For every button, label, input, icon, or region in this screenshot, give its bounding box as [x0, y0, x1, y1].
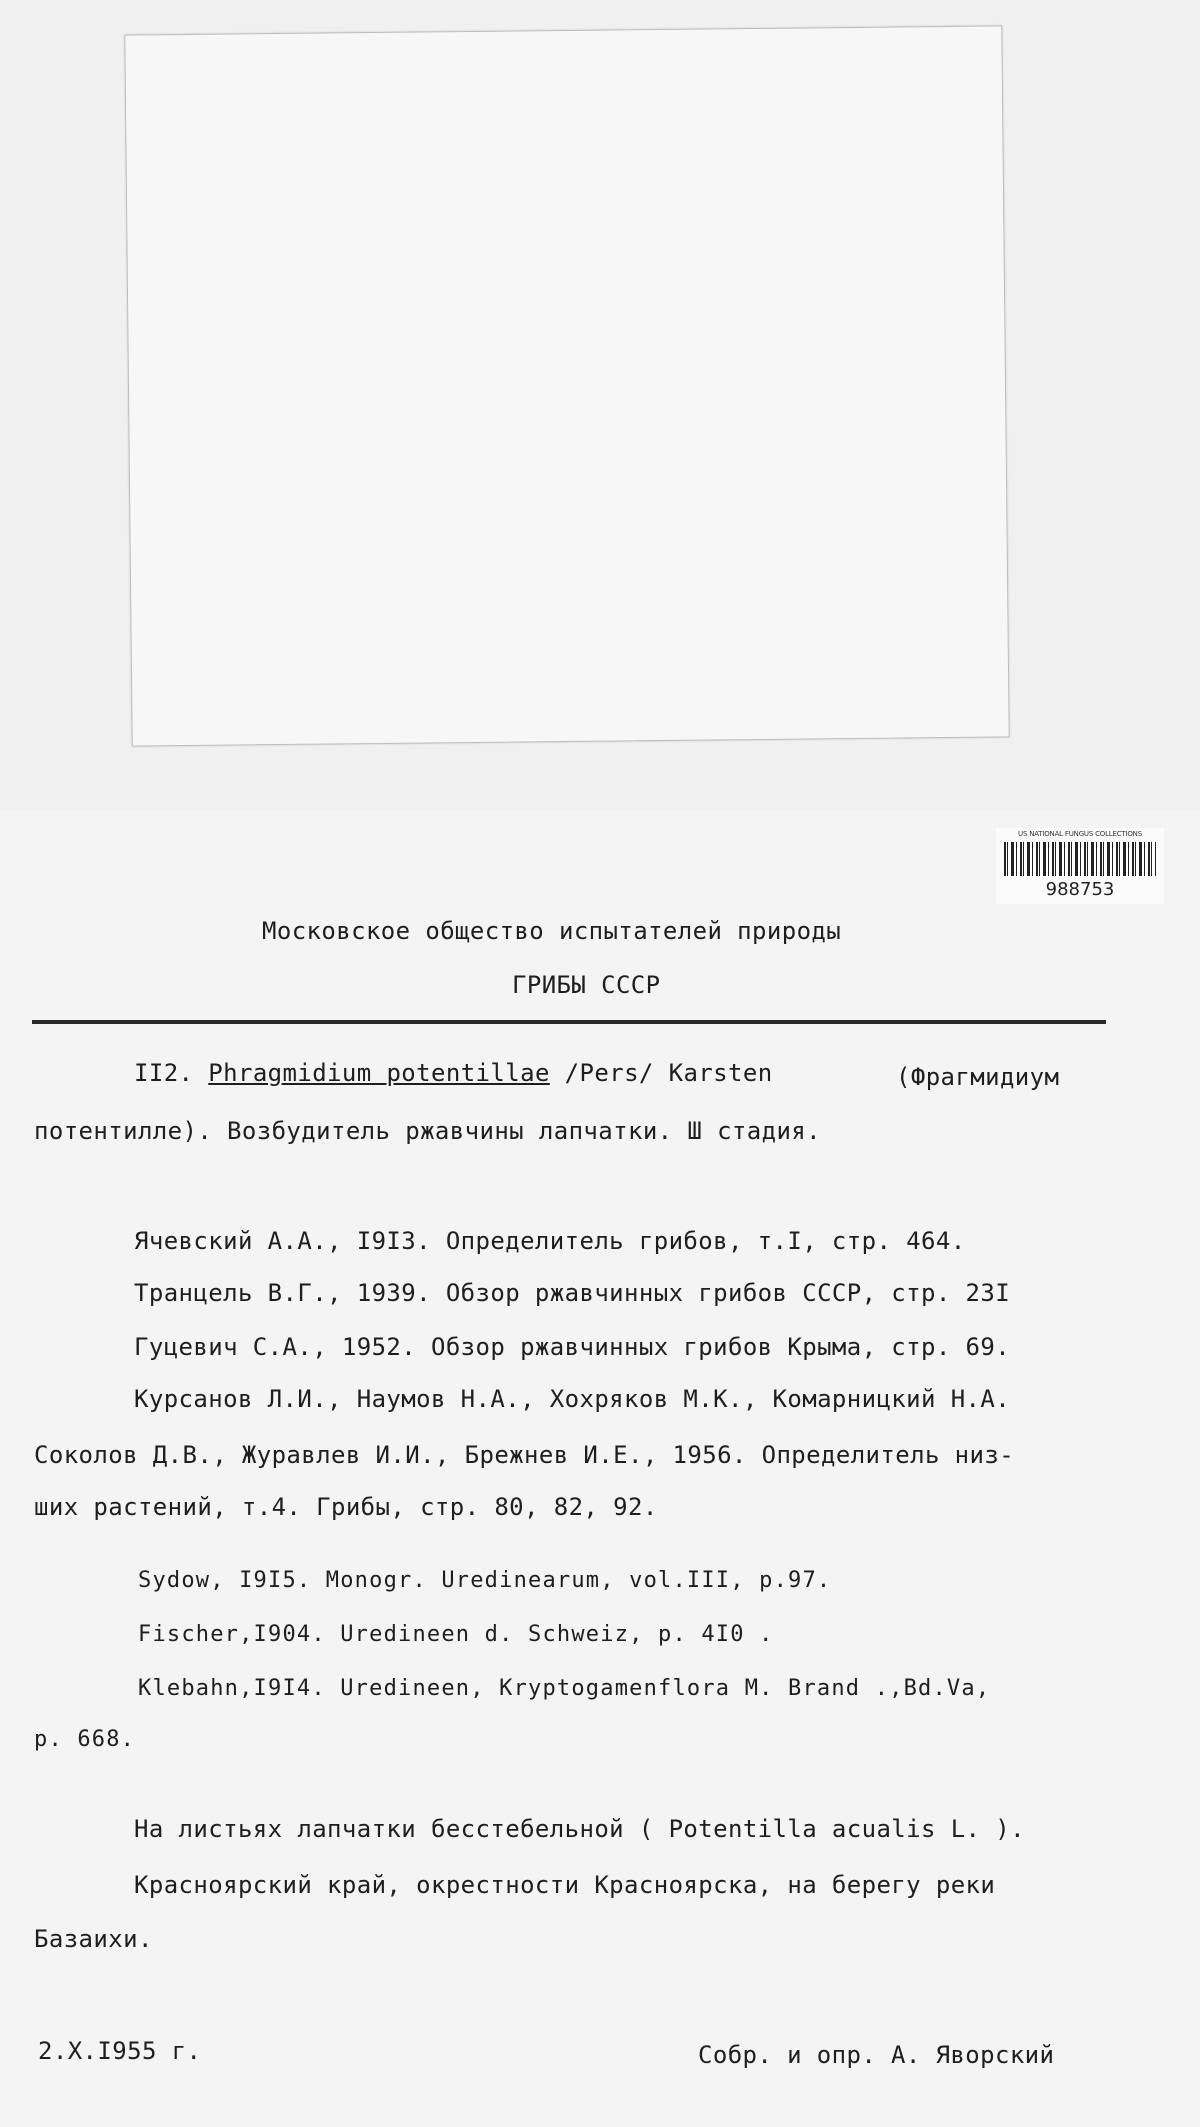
series-heading: ГРИБЫ СССР	[512, 971, 661, 999]
reference-ru-3: Гуцевич С.А., 1952. Обзор ржавчинных грибов Крыма, стр. 69.	[134, 1333, 1011, 1361]
entry-line-2: потентилле). Возбудитель ржавчины лапчатки. Ш стадия.	[34, 1117, 822, 1145]
reference-lat-2: Fischer,I904. Uredineen d. Schweiz, p. 4I0 .	[138, 1622, 774, 1647]
specimen-envelope-area	[0, 0, 1200, 810]
reference-lat-1: Sydow, I9I5. Monogr. Uredinearum, vol.III, p.97.	[138, 1568, 832, 1593]
species-author: /Pers/ Karsten	[564, 1059, 773, 1087]
collector: Собр. и опр. А. Яворский	[698, 2041, 1055, 2069]
specimen-envelope	[124, 25, 1009, 746]
barcode-label	[996, 828, 1164, 904]
barcode-number: 988753	[1045, 879, 1115, 900]
society-heading: Московское общество испытателей природы	[262, 917, 842, 945]
habitat-line-3: Базаихи.	[34, 1925, 153, 1953]
reference-ru-5: Соколов Д.В., Журавлев И.И., Брежнев И.Е., 1956. Определитель низ-	[34, 1441, 1015, 1469]
reference-lat-3: Klebahn,I9I4. Uredineen, Kryptogamenflora M. Brand .,Bd.Va,	[138, 1676, 991, 1701]
common-name-open: (Фрагмидиум	[896, 1063, 1060, 1091]
reference-ru-2: Транцель В.Г., 1939. Обзор ржавчинных грибов СССР, стр. 23I	[134, 1279, 1011, 1307]
habitat-line-1: На листьях лапчатки бесстебельной ( Potentilla acualis L. ).	[134, 1815, 1025, 1843]
header-rule	[32, 1020, 1106, 1024]
reference-lat-4: p. 668.	[34, 1727, 136, 1752]
barcode-bars	[1004, 842, 1156, 876]
species-name: Phragmidium potentillae	[208, 1059, 550, 1087]
reference-ru-6: ших растений, т.4. Грибы, стр. 80, 82, 92.	[34, 1493, 658, 1521]
entry-line-1	[134, 1058, 773, 1088]
reference-ru-4: Курсанов Л.И., Наумов Н.А., Хохряков М.К., Комарницкий Н.А.	[134, 1385, 1011, 1413]
collection-date: 2.X.I955 г.	[38, 2037, 202, 2065]
entry-number: II2.	[134, 1059, 194, 1087]
reference-ru-1: Ячевский А.А., I9I3. Определитель грибов, т.I, стр. 464.	[134, 1227, 966, 1255]
barcode-org: US NATIONAL FUNGUS COLLECTIONS	[1018, 830, 1142, 838]
habitat-line-2: Красноярский край, окрестности Красноярска, на берегу реки	[134, 1871, 996, 1899]
